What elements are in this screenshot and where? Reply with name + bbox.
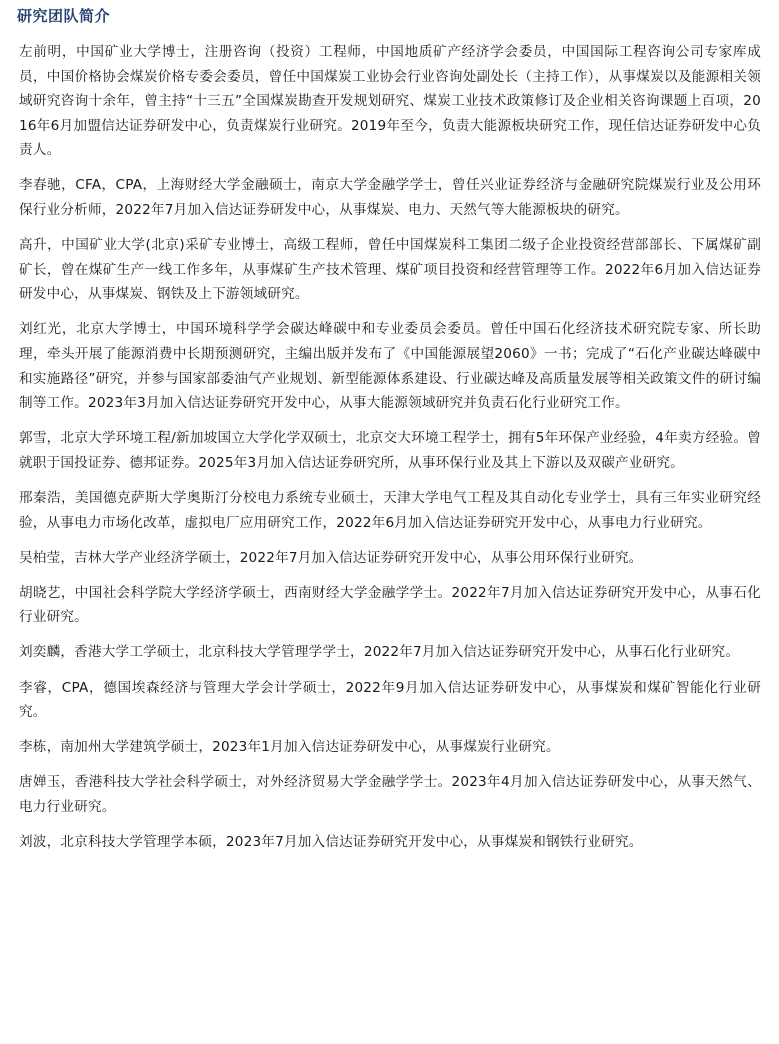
bio-paragraph-li-dong: 李栋，南加州大学建筑学硕士，2023年1月加入信达证券研发中心，从事煤炭行业研究。: [19, 739, 560, 756]
bio-paragraph-tang-chanyu: 唐婵玉，香港科技大学社会科学硕士，对外经济贸易大学金融学学士。2023年4月加入信达证券研发中心，从事天然气、电力行业研究。: [19, 774, 761, 815]
bio-paragraph-li-chunchi: 李春驰，CFA，CPA，上海财经大学金融硕士，南京大学金融学学士，曾任兴业证券经济与金融研究院煤炭行业及公用环保行业分析师，2022年7月加入信达证券研发中心，从事煤炭、电力、天然气等大能源板块的研究。: [19, 177, 761, 219]
bio-paragraph-liu-yilin: 刘奕麟，香港大学工学硕士，北京科技大学管理学学士，2022年7月加入信达证券研究开发中心，从事石化行业研究。: [19, 644, 740, 661]
bio-paragraph-guo-xue: 郭雪，北京大学环境工程/新加坡国立大学化学双硕士，北京交大环境工程学士，拥有5年环保产业经验，4年卖方经验。曾就职于国投证券、德邦证券。2025年3月加入信达证券研究所，从事环保行业及其上下游以及双碳产业研究。: [19, 430, 761, 471]
bio-paragraph-zuo-qianming: 左前明，中国矿业大学博士，注册咨询（投资）工程师，中国地质矿产经济学会委员，中国国际工程咨询公司专家库成员，中国价格协会煤炭价格专委会委员，曾任中国煤炭工业协会行业咨询处副处长（主持工作），从事煤炭以及能源相关领域研究咨询十余年，曾主持“十三五”全国煤炭勘查开发规划研究、煤炭工业技术政策修订及企业相关咨询课题上百项，2016年6月加盟信达证券研发中心，负责煤炭行业研究。2019年至今，负责大能源板块研究工作，现任信达证券研发中心负责人。: [19, 44, 761, 159]
bio-paragraph-liu-hongguang: 刘红光，北京大学博士，中国环境科学学会碳达峰碳中和专业委员会委员。曾任中国石化经济技术研究院专家、所长助理，牵头开展了能源消费中长期预测研究，主编出版并发布了《中国能源展望2060》一书；完成了“石化产业碳达峰碳中和实施路径”研究，并参与国家部委油气产业规划、新型能源体系建设、行业碳达峰及高质量发展等相关政策文件的研讨编制等工作。2023年3月加入信达证券研究开发中心，从事大能源领域研究并负责石化行业研究工作。: [19, 321, 761, 412]
section-title: 研究团队简介: [17, 7, 111, 25]
bio-paragraph-xing-qinhao: 邢秦浩，美国德克萨斯大学奥斯汀分校电力系统专业硕士，天津大学电气工程及其自动化专业学士，具有三年实业研究经验，从事电力市场化改革，虚拟电厂应用研究工作，2022年6月加入信达证券研究开发中心，从事电力行业研究。: [19, 490, 761, 531]
bio-paragraph-liu-bo: 刘波，北京科技大学管理学本硕，2023年7月加入信达证券研究开发中心，从事煤炭和钢铁行业研究。: [19, 834, 643, 851]
team-bio-list: [19, 40, 761, 865]
bio-paragraph-wu-baiying: 吴柏莹，吉林大学产业经济学硕士，2022年7月加入信达证券研究开发中心，从事公用环保行业研究。: [19, 549, 643, 566]
bio-paragraph-gao-sheng: 高升，中国矿业大学(北京)采矿专业博士，高级工程师，曾任中国煤炭科工集团二级子企业投资经营部部长、下属煤矿副矿长，曾在煤矿生产一线工作多年，从事煤矿生产技术管理、煤矿项目投资和经营管理等工作。2022年6月加入信达证券研发中心，从事煤炭、钢铁及上下游领域研究。: [19, 237, 761, 303]
title-divider: [17, 28, 762, 29]
bio-paragraph-hu-xiaoyi: 胡晓艺，中国社会科学院大学经济学硕士，西南财经大学金融学学士。2022年7月加入信达证券研究开发中心，从事石化行业研究。: [19, 584, 761, 626]
bio-paragraph-li-rui: 李睿，CPA，德国埃森经济与管理大学会计学硕士，2022年9月加入信达证券研发中心，从事煤炭和煤矿智能化行业研究。: [19, 679, 761, 721]
